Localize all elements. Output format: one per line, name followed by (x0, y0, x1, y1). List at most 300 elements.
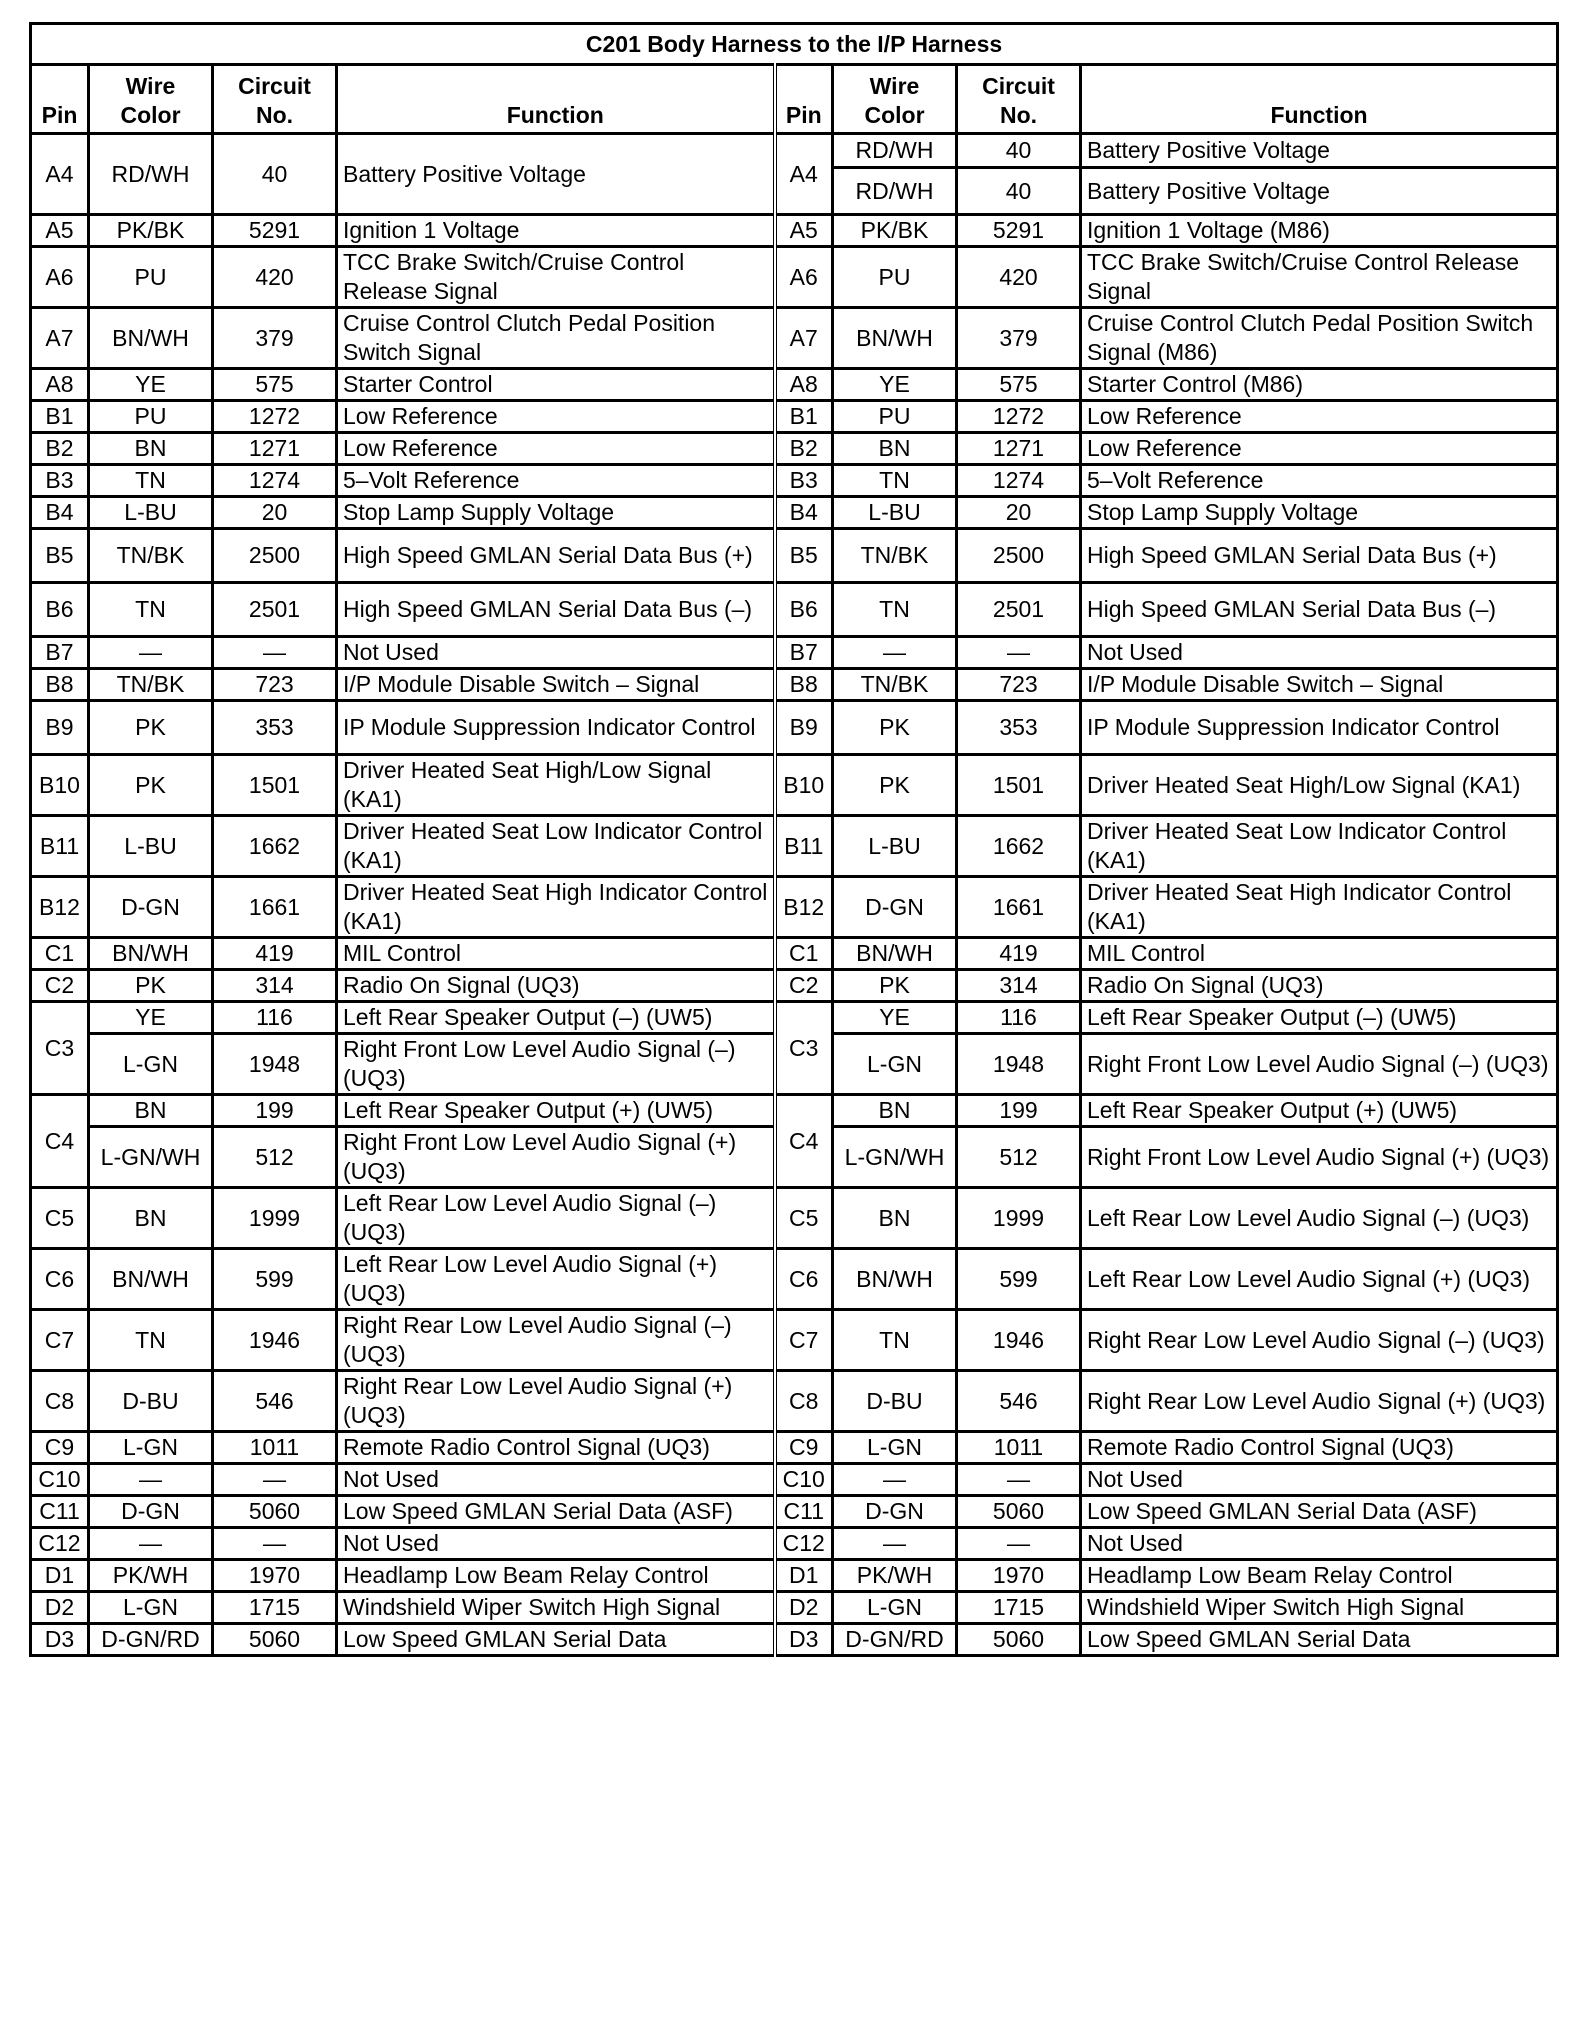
right-circuit: 5291 (957, 215, 1081, 247)
right-circuit: — (957, 1528, 1081, 1560)
left-circuit-header: Circuit No. (213, 65, 337, 134)
left-wire-color: BN (89, 433, 213, 465)
right-function: Right Front Low Level Audio Signal (–) (UQ3) (1081, 1034, 1558, 1095)
left-function: Remote Radio Control Signal (UQ3) (337, 1432, 775, 1464)
right-circuit: 5060 (957, 1496, 1081, 1528)
left-wire-color: BN/WH (89, 938, 213, 970)
table-row (31, 497, 1558, 529)
table-row (31, 1560, 1558, 1592)
right-wire-color: D-GN (833, 1496, 957, 1528)
right-wire-color: BN (833, 1188, 957, 1249)
right-circuit: 723 (957, 669, 1081, 701)
left-function: High Speed GMLAN Serial Data Bus (+) (337, 529, 775, 583)
table-row (31, 970, 1558, 1002)
left-function: High Speed GMLAN Serial Data Bus (–) (337, 583, 775, 637)
table-row (31, 308, 1558, 369)
right-circuit: 1272 (957, 401, 1081, 433)
left-wire-color: BN (89, 1188, 213, 1249)
right-circuit: 1501 (957, 755, 1081, 816)
pinout-table (29, 22, 1559, 1657)
right-function: Not Used (1081, 1528, 1558, 1560)
table-row (31, 1528, 1558, 1560)
right-function: Battery Positive Voltage (1081, 134, 1558, 168)
left-pin: B5 (31, 529, 89, 583)
right-circuit: 353 (957, 701, 1081, 755)
left-pin: B7 (31, 637, 89, 669)
right-circuit: 1948 (957, 1034, 1081, 1095)
right-wire-color: YE (833, 1002, 957, 1034)
right-wire-color: PU (833, 401, 957, 433)
right-wire-color: BN/WH (833, 308, 957, 369)
right-function: MIL Control (1081, 938, 1558, 970)
right-function: Right Front Low Level Audio Signal (+) (UQ3) (1081, 1127, 1558, 1188)
left-pin: D1 (31, 1560, 89, 1592)
table-row (31, 1188, 1558, 1249)
table-row (31, 1095, 1558, 1127)
right-circuit: 420 (957, 247, 1081, 308)
left-function: Right Rear Low Level Audio Signal (+) (UQ3) (337, 1371, 775, 1432)
left-wire-color: YE (89, 1002, 213, 1034)
left-pin: C12 (31, 1528, 89, 1560)
table-row (31, 1496, 1558, 1528)
right-function: Windshield Wiper Switch High Signal (1081, 1592, 1558, 1624)
left-pin-header: Pin (31, 65, 89, 134)
left-function: Radio On Signal (UQ3) (337, 970, 775, 1002)
right-pin: D1 (775, 1560, 833, 1592)
right-function: Remote Radio Control Signal (UQ3) (1081, 1432, 1558, 1464)
right-circuit: 1274 (957, 465, 1081, 497)
table-row (31, 701, 1558, 755)
left-function: IP Module Suppression Indicator Control (337, 701, 775, 755)
right-wire-color: PK/WH (833, 1560, 957, 1592)
table-row (31, 369, 1558, 401)
table-row (31, 247, 1558, 308)
left-pin: C3 (31, 1002, 89, 1095)
left-wire-color: L-GN/WH (89, 1127, 213, 1188)
right-function: High Speed GMLAN Serial Data Bus (–) (1081, 583, 1558, 637)
left-circuit: — (213, 1464, 337, 1496)
left-wire-color: L-GN (89, 1592, 213, 1624)
table-row (31, 583, 1558, 637)
right-pin: C12 (775, 1528, 833, 1560)
right-pin: C4 (775, 1095, 833, 1188)
left-pin: C10 (31, 1464, 89, 1496)
table-row (31, 1002, 1558, 1034)
left-pin: B9 (31, 701, 89, 755)
left-circuit: 1946 (213, 1310, 337, 1371)
right-wire-color: L-GN/WH (833, 1127, 957, 1188)
left-wire-color: BN/WH (89, 308, 213, 369)
left-circuit: 599 (213, 1249, 337, 1310)
right-pin: C6 (775, 1249, 833, 1310)
left-pin: C5 (31, 1188, 89, 1249)
right-circuit: 419 (957, 938, 1081, 970)
right-pin: A7 (775, 308, 833, 369)
table-row (31, 669, 1558, 701)
left-pin: A4 (31, 134, 89, 215)
left-wire-color: RD/WH (89, 134, 213, 215)
right-function: Right Rear Low Level Audio Signal (+) (UQ3) (1081, 1371, 1558, 1432)
right-wire-color: L-GN (833, 1592, 957, 1624)
right-circuit: 40 (957, 168, 1081, 215)
left-circuit: 1272 (213, 401, 337, 433)
left-wire-color: BN/WH (89, 1249, 213, 1310)
left-circuit: 5060 (213, 1624, 337, 1656)
left-pin: C4 (31, 1095, 89, 1188)
right-function: Right Rear Low Level Audio Signal (–) (UQ3) (1081, 1310, 1558, 1371)
left-function: 5–Volt Reference (337, 465, 775, 497)
left-pin: B6 (31, 583, 89, 637)
right-function: Not Used (1081, 1464, 1558, 1496)
right-function: Battery Positive Voltage (1081, 168, 1558, 215)
left-circuit: 1948 (213, 1034, 337, 1095)
table-row (31, 1371, 1558, 1432)
right-function: 5–Volt Reference (1081, 465, 1558, 497)
left-function: Headlamp Low Beam Relay Control (337, 1560, 775, 1592)
right-pin: D3 (775, 1624, 833, 1656)
left-function: Driver Heated Seat Low Indicator Control (KA1) (337, 816, 775, 877)
right-circuit: 199 (957, 1095, 1081, 1127)
right-circuit: 2500 (957, 529, 1081, 583)
left-circuit: 5291 (213, 215, 337, 247)
left-circuit: 2501 (213, 583, 337, 637)
right-circuit: 1011 (957, 1432, 1081, 1464)
right-wire-color: TN (833, 583, 957, 637)
right-circuit: 575 (957, 369, 1081, 401)
right-circuit: 314 (957, 970, 1081, 1002)
left-circuit: 5060 (213, 1496, 337, 1528)
right-pin: C11 (775, 1496, 833, 1528)
right-pin: A5 (775, 215, 833, 247)
right-wire-color: L-GN (833, 1432, 957, 1464)
right-pin: C8 (775, 1371, 833, 1432)
right-pin: A4 (775, 134, 833, 215)
left-wire-color: L-GN (89, 1432, 213, 1464)
right-wire-color: PU (833, 247, 957, 308)
left-function: Left Rear Low Level Audio Signal (–) (UQ3) (337, 1188, 775, 1249)
table-row (31, 1624, 1558, 1656)
left-wire-color-header: Wire Color (89, 65, 213, 134)
right-pin: C1 (775, 938, 833, 970)
right-circuit: 1999 (957, 1188, 1081, 1249)
right-function: Left Rear Speaker Output (+) (UW5) (1081, 1095, 1558, 1127)
left-circuit: 2500 (213, 529, 337, 583)
left-function: Left Rear Speaker Output (–) (UW5) (337, 1002, 775, 1034)
left-pin: A6 (31, 247, 89, 308)
left-wire-color: D-GN/RD (89, 1624, 213, 1656)
right-wire-color: RD/WH (833, 168, 957, 215)
right-wire-color: TN (833, 465, 957, 497)
right-pin: C2 (775, 970, 833, 1002)
left-wire-color: L-GN (89, 1034, 213, 1095)
table-row (31, 401, 1558, 433)
left-wire-color: L-BU (89, 497, 213, 529)
left-pin: A5 (31, 215, 89, 247)
right-wire-color: D-GN/RD (833, 1624, 957, 1656)
left-pin: B1 (31, 401, 89, 433)
left-wire-color: TN (89, 465, 213, 497)
right-pin: B5 (775, 529, 833, 583)
right-function: Driver Heated Seat High/Low Signal (KA1) (1081, 755, 1558, 816)
left-wire-color: PK (89, 970, 213, 1002)
right-pin: B12 (775, 877, 833, 938)
left-wire-color: PU (89, 247, 213, 308)
right-wire-color: TN (833, 1310, 957, 1371)
left-pin: C8 (31, 1371, 89, 1432)
right-pin: B4 (775, 497, 833, 529)
left-wire-color: D-GN (89, 1496, 213, 1528)
right-pin: C3 (775, 1002, 833, 1095)
left-function: Driver Heated Seat High Indicator Control (KA1) (337, 877, 775, 938)
left-function: Battery Positive Voltage (337, 134, 775, 215)
right-function: Starter Control (M86) (1081, 369, 1558, 401)
left-pin: B10 (31, 755, 89, 816)
right-function: Low Reference (1081, 401, 1558, 433)
left-wire-color: PK (89, 755, 213, 816)
left-pin: B3 (31, 465, 89, 497)
right-function: Cruise Control Clutch Pedal Position Switch Signal (M86) (1081, 308, 1558, 369)
left-wire-color: L-BU (89, 816, 213, 877)
left-function: TCC Brake Switch/Cruise Control Release Signal (337, 247, 775, 308)
right-function: Left Rear Speaker Output (–) (UW5) (1081, 1002, 1558, 1034)
left-function: Driver Heated Seat High/Low Signal (KA1) (337, 755, 775, 816)
left-circuit: 1501 (213, 755, 337, 816)
left-circuit: 546 (213, 1371, 337, 1432)
right-function: Low Speed GMLAN Serial Data (ASF) (1081, 1496, 1558, 1528)
left-function-header: Function (337, 65, 775, 134)
right-pin: B10 (775, 755, 833, 816)
right-pin: C10 (775, 1464, 833, 1496)
table-row (31, 433, 1558, 465)
right-circuit-header: Circuit No. (957, 65, 1081, 134)
right-pin: B8 (775, 669, 833, 701)
table-row (31, 1592, 1558, 1624)
right-pin: C5 (775, 1188, 833, 1249)
left-circuit: 1661 (213, 877, 337, 938)
left-pin: C1 (31, 938, 89, 970)
right-circuit: 1946 (957, 1310, 1081, 1371)
left-pin: B8 (31, 669, 89, 701)
right-function: Stop Lamp Supply Voltage (1081, 497, 1558, 529)
left-circuit: 116 (213, 1002, 337, 1034)
table-row (31, 637, 1558, 669)
right-circuit: — (957, 1464, 1081, 1496)
right-function: Left Rear Low Level Audio Signal (–) (UQ3) (1081, 1188, 1558, 1249)
right-wire-color: L-GN (833, 1034, 957, 1095)
left-pin: A7 (31, 308, 89, 369)
right-wire-color: L-BU (833, 497, 957, 529)
left-pin: C7 (31, 1310, 89, 1371)
right-pin: A8 (775, 369, 833, 401)
left-circuit: 512 (213, 1127, 337, 1188)
left-wire-color: TN/BK (89, 669, 213, 701)
left-wire-color: BN (89, 1095, 213, 1127)
right-pin: B7 (775, 637, 833, 669)
right-circuit: 40 (957, 134, 1081, 168)
left-function: Not Used (337, 637, 775, 669)
left-wire-color: D-GN (89, 877, 213, 938)
table-row (31, 938, 1558, 970)
right-function: TCC Brake Switch/Cruise Control Release Signal (1081, 247, 1558, 308)
right-circuit: 116 (957, 1002, 1081, 1034)
right-pin: C7 (775, 1310, 833, 1371)
left-circuit: — (213, 637, 337, 669)
right-function: Low Speed GMLAN Serial Data (1081, 1624, 1558, 1656)
right-function: Driver Heated Seat High Indicator Control (KA1) (1081, 877, 1558, 938)
left-pin: C9 (31, 1432, 89, 1464)
right-function: Not Used (1081, 637, 1558, 669)
left-wire-color: — (89, 1464, 213, 1496)
left-function: Right Front Low Level Audio Signal (+) (UQ3) (337, 1127, 775, 1188)
left-function: Left Rear Low Level Audio Signal (+) (UQ3) (337, 1249, 775, 1310)
right-circuit: 1970 (957, 1560, 1081, 1592)
left-pin: B2 (31, 433, 89, 465)
table-row (31, 816, 1558, 877)
right-pin: B2 (775, 433, 833, 465)
left-pin: B12 (31, 877, 89, 938)
left-wire-color: PU (89, 401, 213, 433)
left-wire-color: — (89, 637, 213, 669)
right-wire-color: BN (833, 1095, 957, 1127)
right-wire-color: — (833, 1464, 957, 1496)
right-function: High Speed GMLAN Serial Data Bus (+) (1081, 529, 1558, 583)
left-wire-color: TN (89, 583, 213, 637)
left-wire-color: PK/WH (89, 1560, 213, 1592)
table-row (31, 1432, 1558, 1464)
left-circuit: 1011 (213, 1432, 337, 1464)
left-function: Ignition 1 Voltage (337, 215, 775, 247)
right-pin: B9 (775, 701, 833, 755)
left-circuit: 1999 (213, 1188, 337, 1249)
right-pin: D2 (775, 1592, 833, 1624)
right-circuit: 1662 (957, 816, 1081, 877)
right-circuit: 2501 (957, 583, 1081, 637)
right-circuit: 599 (957, 1249, 1081, 1310)
right-function-header: Function (1081, 65, 1558, 134)
right-wire-color: YE (833, 369, 957, 401)
right-wire-color: L-BU (833, 816, 957, 877)
left-function: Not Used (337, 1528, 775, 1560)
left-circuit: 314 (213, 970, 337, 1002)
left-function: Low Reference (337, 433, 775, 465)
right-wire-color: D-BU (833, 1371, 957, 1432)
left-circuit: 1715 (213, 1592, 337, 1624)
left-function: Left Rear Speaker Output (+) (UW5) (337, 1095, 775, 1127)
left-function: MIL Control (337, 938, 775, 970)
table-row (31, 134, 1558, 168)
right-function: Headlamp Low Beam Relay Control (1081, 1560, 1558, 1592)
table-row (31, 1464, 1558, 1496)
left-circuit: 419 (213, 938, 337, 970)
right-circuit: 512 (957, 1127, 1081, 1188)
right-wire-color-header: Wire Color (833, 65, 957, 134)
right-function: Driver Heated Seat Low Indicator Control (KA1) (1081, 816, 1558, 877)
right-pin: B1 (775, 401, 833, 433)
left-circuit: 1274 (213, 465, 337, 497)
table-row (31, 755, 1558, 816)
table-title: C201 Body Harness to the I/P Harness (31, 24, 1558, 65)
table-row (31, 529, 1558, 583)
title-row (31, 24, 1558, 65)
header-row (31, 65, 1558, 134)
right-wire-color: PK (833, 970, 957, 1002)
left-wire-color: PK/BK (89, 215, 213, 247)
right-pin: B3 (775, 465, 833, 497)
right-wire-color: PK (833, 755, 957, 816)
left-function: Low Reference (337, 401, 775, 433)
right-wire-color: — (833, 637, 957, 669)
right-circuit: 379 (957, 308, 1081, 369)
left-circuit: 1970 (213, 1560, 337, 1592)
right-function: Ignition 1 Voltage (M86) (1081, 215, 1558, 247)
right-pin: B11 (775, 816, 833, 877)
left-function: Right Front Low Level Audio Signal (–) (UQ3) (337, 1034, 775, 1095)
right-wire-color: BN (833, 433, 957, 465)
right-function: Radio On Signal (UQ3) (1081, 970, 1558, 1002)
table-row (31, 877, 1558, 938)
left-circuit: 1271 (213, 433, 337, 465)
left-pin: C2 (31, 970, 89, 1002)
right-circuit: 1715 (957, 1592, 1081, 1624)
right-pin: C9 (775, 1432, 833, 1464)
left-wire-color: YE (89, 369, 213, 401)
left-function: Stop Lamp Supply Voltage (337, 497, 775, 529)
left-wire-color: PK (89, 701, 213, 755)
left-circuit: 199 (213, 1095, 337, 1127)
table-row (31, 465, 1558, 497)
right-wire-color: BN/WH (833, 938, 957, 970)
right-function: IP Module Suppression Indicator Control (1081, 701, 1558, 755)
right-wire-color: PK (833, 701, 957, 755)
left-function: Starter Control (337, 369, 775, 401)
left-function: Right Rear Low Level Audio Signal (–) (UQ3) (337, 1310, 775, 1371)
table-row (31, 1310, 1558, 1371)
left-circuit: — (213, 1528, 337, 1560)
right-circuit: 1271 (957, 433, 1081, 465)
left-circuit: 353 (213, 701, 337, 755)
right-wire-color: — (833, 1528, 957, 1560)
left-wire-color: TN (89, 1310, 213, 1371)
table-row (31, 1249, 1558, 1310)
right-wire-color: TN/BK (833, 529, 957, 583)
right-function: Low Reference (1081, 433, 1558, 465)
right-pin-header: Pin (775, 65, 833, 134)
left-pin: C11 (31, 1496, 89, 1528)
left-function: Not Used (337, 1464, 775, 1496)
right-circuit: 5060 (957, 1624, 1081, 1656)
right-circuit: 20 (957, 497, 1081, 529)
left-function: Low Speed GMLAN Serial Data (ASF) (337, 1496, 775, 1528)
left-wire-color: — (89, 1528, 213, 1560)
right-circuit: 546 (957, 1371, 1081, 1432)
left-function: Low Speed GMLAN Serial Data (337, 1624, 775, 1656)
left-circuit: 420 (213, 247, 337, 308)
right-pin: A6 (775, 247, 833, 308)
left-circuit: 575 (213, 369, 337, 401)
left-pin: B4 (31, 497, 89, 529)
right-wire-color: TN/BK (833, 669, 957, 701)
left-pin: A8 (31, 369, 89, 401)
right-wire-color: D-GN (833, 877, 957, 938)
right-function: I/P Module Disable Switch – Signal (1081, 669, 1558, 701)
left-wire-color: TN/BK (89, 529, 213, 583)
right-pin: B6 (775, 583, 833, 637)
left-wire-color: D-BU (89, 1371, 213, 1432)
right-circuit: 1661 (957, 877, 1081, 938)
left-function: Windshield Wiper Switch High Signal (337, 1592, 775, 1624)
left-pin: B11 (31, 816, 89, 877)
left-function: Cruise Control Clutch Pedal Position Switch Signal (337, 308, 775, 369)
